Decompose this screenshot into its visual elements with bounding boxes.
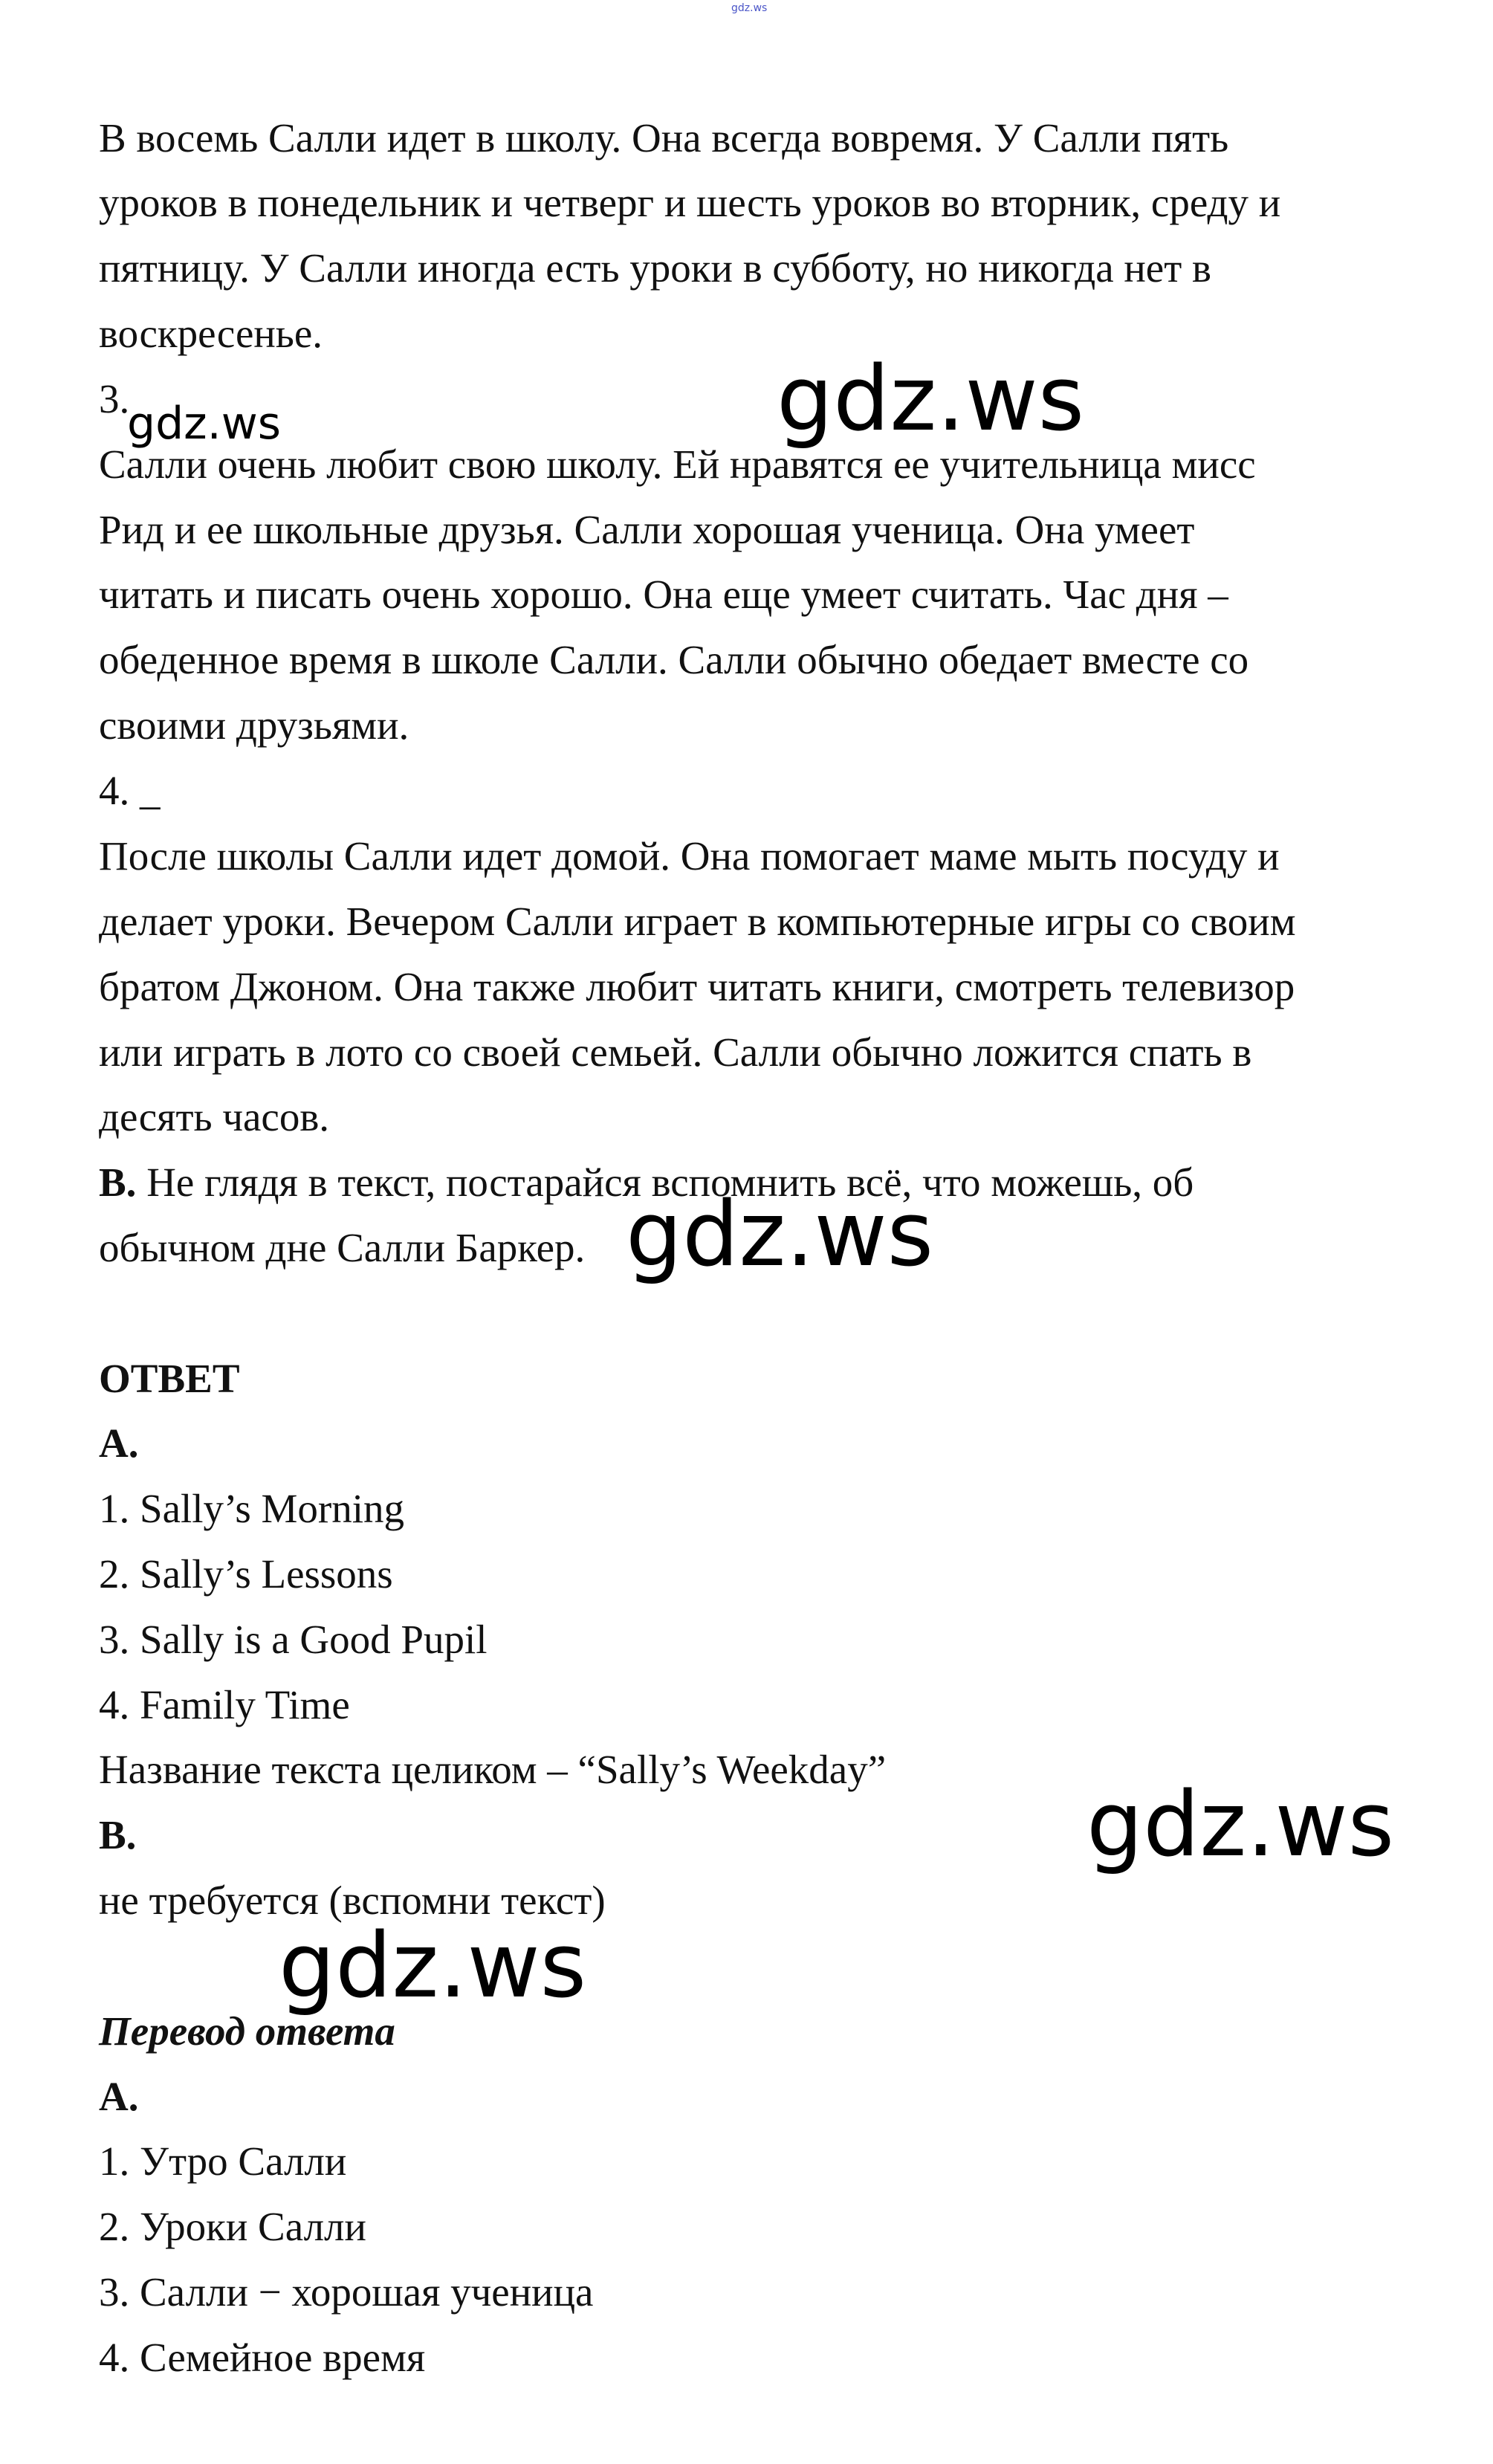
paragraph-3-line-1: Салли очень любит свою школу. Ей нравятся ее учительница мисс [99,442,1256,487]
paragraph-4-line-4: или играть в лото со своей семьей. Салли обычно ложится спать в [99,1029,1252,1075]
paragraph-4-line-1: После школы Салли идет домой. Она помогает маме мыть посуду и [99,833,1280,879]
answer-a-label: A. [99,1420,139,1466]
translation-item-1: 1. Утро Салли [99,2138,347,2184]
section-number-4: 4. _ [99,768,161,813]
paragraph-2-line-2: уроков в понедельник и четверг и шесть уроков во вторник, среду и [99,180,1281,225]
translation-item-2: 2. Уроки Салли [99,2204,366,2249]
translation-item-4: 4. Семейное время [99,2335,426,2380]
paragraph-4-line-5: десять часов. [99,1094,330,1139]
paragraph-2-line-3: пятницу. У Салли иногда есть уроки в субботу, но никогда нет в [99,245,1211,291]
paragraph-3-line-3: читать и писать очень хорошо. Она еще умеет считать. Час дня – [99,572,1228,617]
answer-item-2: 2. Sally’s Lessons [99,1551,393,1597]
translation-item-3: 3. Салли − хорошая ученица [99,2269,594,2315]
answer-item-3: 3. Sally is a Good Pupil [99,1617,488,1662]
paragraph-4-line-3: братом Джоном. Она также любит читать книги, смотреть телевизор [99,964,1295,1009]
section-number-3: 3. [99,376,130,421]
answer-b-label: B. [99,1812,137,1857]
task-b-line-2: обычном дне Салли Баркер. [99,1225,586,1270]
watermark-4: gdz.ws [1086,1773,1395,1877]
paragraph-2-line-1: В восемь Салли идет в школу. Она всегда вовремя. У Салли пять [99,115,1229,161]
paragraph-3-line-2: Рид и ее школьные друзья. Салли хорошая ученица. Она умеет [99,507,1195,552]
paragraph-2-line-4: воскресенье. [99,311,323,356]
paragraph-3-line-4: обеденное время в школе Салли. Салли обычно обедает вместе со [99,637,1249,682]
watermark-3: gdz.ws [626,1183,934,1287]
answer-b-text: не требуется (вспомни текст) [99,1878,606,1923]
answer-title: Название текста целиком – “Sally’s Weekday” [99,1747,887,1792]
task-b-text: Не глядя в текст, постарайся вспомнить всё, что можешь, об [136,1160,1194,1205]
paragraph-4-line-2: делает уроки. Вечером Салли играет в компьютерные игры со своим [99,899,1296,944]
translation-heading: Перевод ответа [99,2008,395,2054]
paragraph-3-line-5: своими друзьями. [99,702,409,748]
translation-a-label: A. [99,2074,139,2119]
answer-heading: ОТВЕТ [99,1356,240,1401]
watermark-2: gdz.ws [777,348,1085,451]
watermark-5: gdz.ws [279,1915,587,2018]
task-b-label: B. [99,1160,137,1205]
answer-item-4: 4. Family Time [99,1682,350,1727]
answer-item-1: 1. Sally’s Morning [99,1486,404,1531]
top-watermark: gdz.ws [731,2,768,14]
watermark-1: gdz.ws [127,398,282,450]
